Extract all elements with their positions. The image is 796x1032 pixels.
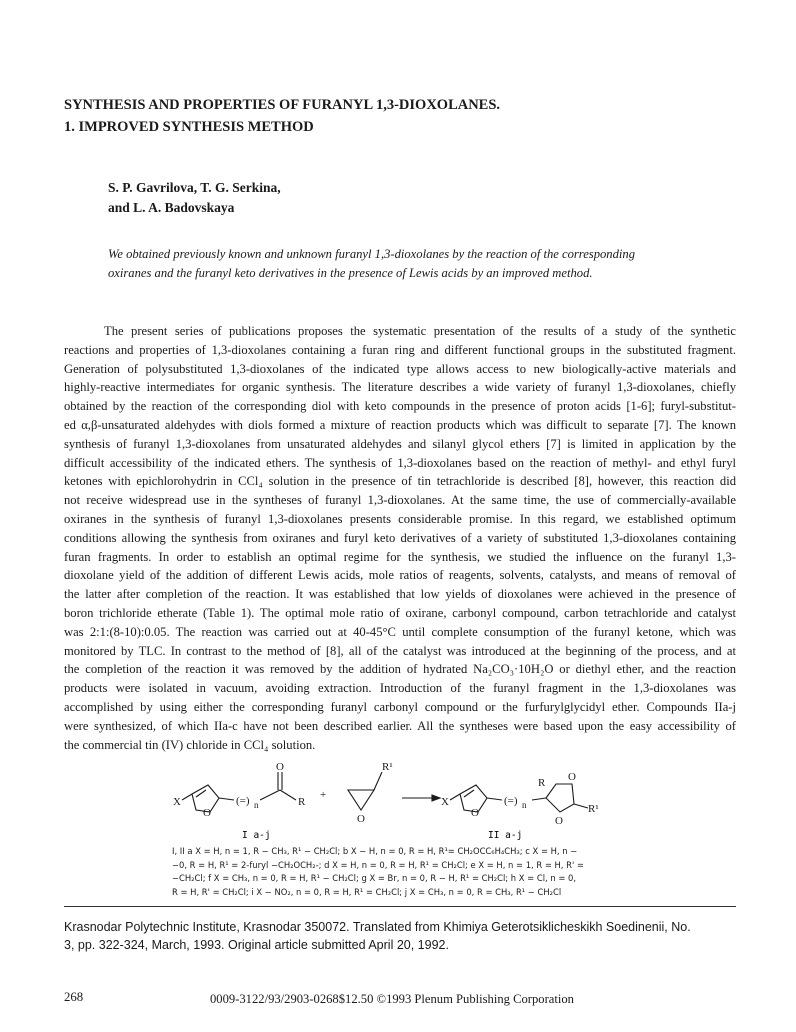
authors xyxy=(108,178,281,218)
body-line: obtained by the reaction of the corresponding diol with keto compounds in the presence of proton acids [1-6]; furyl-substitut- xyxy=(64,399,736,414)
body-line: monitored by TLC. In contrast to the method of [8], all of the catalyst was introduced at the beginning of the process, and at xyxy=(64,643,736,658)
legend-line: −0, R = H, R¹ = 2-furyl −CH₂OCH₂-; d X = H, n = 0, R = H, R¹ = CH₂Cl; e X = H, n = 1, R = H, R' = xyxy=(172,859,584,870)
legend-line: R = H, R' = CH₂Cl; i X − NO₂, n = 0, R = H, R¹ = CH₂Cl; j X = CH₃, n = 0, R = CH₃, R¹ − CH₂Cl xyxy=(172,886,562,897)
product-x: X xyxy=(441,796,449,808)
body-line: accomplished by using either the corresponding furanyl carbonyl compound or the furfurylglycidyl ether. Compounds IIa-j xyxy=(64,699,736,714)
reactant-o: O xyxy=(203,807,211,819)
article-title xyxy=(64,94,744,138)
body-line: The present series of publications proposes the systematic presentation of the results of a study of the synthetic xyxy=(104,324,736,338)
oxirane-r1: R¹ xyxy=(382,761,393,773)
reactant-n: n xyxy=(254,800,259,810)
abstract xyxy=(108,245,708,283)
footnote-line-1: Krasnodar Polytechnic Institute, Krasnodar 350072. Translated from Khimiya Geterotsiklicheskikh Soedinenii, No. xyxy=(64,920,691,934)
reactant-eq: (=) xyxy=(236,795,250,807)
publisher-id-line: 0009-3122/93/2903-0268$12.50 ©1993 Plenum Publishing Corporation xyxy=(210,992,574,1006)
abstract-line-2: oxiranes and the furanyl keto derivatives in the presence of Lewis acids by an improved method. xyxy=(108,266,593,280)
authors-line-2: and L. A. Badovskaya xyxy=(108,200,235,215)
body-line: furan fragments. In order to establish an optimal regime for the synthesis, we studied the influence on the furanyl 1,3- xyxy=(64,549,736,564)
body-line: were synthesized, of which IIa-c have not been described earlier. All the syntheses were based upon the easy accessibility of xyxy=(64,718,736,733)
reactant-x: X xyxy=(173,796,181,808)
body-line: boron trichloride etherate (Table 1). The optimal mole ratio of oxirane, carbonyl compound, carbon tetrachloride and catalyst xyxy=(64,605,736,620)
body-line: the commercial tin (IV) chloride in CCl₄ solution. xyxy=(64,737,316,752)
compound-legend xyxy=(172,845,632,899)
product-n: n xyxy=(522,800,527,810)
legend-line: −CH₂Cl; f X = CH₃, n = 0, R = H, R¹ − CH₂Cl; g X = Br, n = 0, R − H, R¹ = CH₂Cl; h X = Cl, n = 0, xyxy=(172,873,576,883)
legend-line: I, II a X = H, n = 1, R − CH₃, R¹ − CH₂Cl; b X − H, n = 0, R = H, R¹= CH₂OCC₆H₄CH₃; c X = H, n − xyxy=(172,846,578,856)
product-o: O xyxy=(471,807,479,819)
body-text xyxy=(64,322,736,754)
body-line: the latter after completion of the reaction. It was established that low yields of dioxolanes were achieved in the presence of xyxy=(64,587,736,602)
footnote-line-2: 3, pp. 322-324, March, 1993. Original article submitted April 20, 1992. xyxy=(64,938,449,952)
body-line: ed α,β-unsaturated aldehydes with diols formed a mixture of reaction products which was difficult to separate [7]. The known xyxy=(64,417,736,432)
product-r: R xyxy=(538,777,546,789)
oxirane-ring xyxy=(348,790,374,810)
body-line: reactions and properties of 1,3-dioxolanes containing a furan ring and different functional groups in the substituted fragment. xyxy=(64,342,736,357)
abstract-line-1: We obtained previously known and unknown furanyl 1,3-dioxolanes by the reaction of the corresponding xyxy=(108,247,635,261)
reactant-label: I a-j xyxy=(242,830,271,840)
body-line: the completion of the reaction it was removed by the addition of hydrated Na₂CO₃·10H₂O or diethyl ether, and the reaction xyxy=(64,662,736,677)
body-line: synthesis of furanyl 1,3-dioxolanes from unsaturated aldehydes and silanyl glycol ethers [7] is limited in application by the xyxy=(64,436,736,451)
dioxolane-o-top: O xyxy=(568,771,576,783)
plus-sign: + xyxy=(320,789,327,801)
dioxolane-ring xyxy=(546,784,574,812)
page-number: 268 xyxy=(64,990,84,1004)
oxirane-o: O xyxy=(357,813,365,825)
body-line: difficult accessibility of the indicated ethers. The synthesis of 1,3-dioxolanes based on the reaction of methyl- and ethyl furyl xyxy=(64,455,736,470)
body-line: not receive widespread use in the syntheses of furanyl 1,3-dioxolanes. At the same time, the use of commercially-available xyxy=(64,493,736,508)
body-line: products were isolated in vacuum, avoiding extraction. Introduction of the furanyl fragment in the 1,3-dioxolanes was xyxy=(64,681,736,696)
body-line: conditions allowing the synthesis from oxiranes and furyl keto derivatives of a variety of substituted 1,3-dioxolanes containing xyxy=(64,530,736,545)
authors-line-1: S. P. Gavrilova, T. G. Serkina, xyxy=(108,180,281,195)
body-line: Generation of polysubstituted 1,3-dioxolanes of the indicated type allows access to new biologically-active materials and xyxy=(64,361,736,376)
product-r1: R¹ xyxy=(588,803,599,815)
body-line: ketones with epichlorohydrin in CCl₄ solution in the presence of tin tetrachloride is described [8], however, this reaction did xyxy=(64,474,736,489)
footnote-divider xyxy=(64,906,736,907)
product-eq: (=) xyxy=(504,795,518,807)
reactant-carbonyl-o: O xyxy=(276,761,284,773)
product-label: II a-j xyxy=(488,830,523,840)
footnote xyxy=(64,918,736,954)
title-line-2: 1. IMPROVED SYNTHESIS METHOD xyxy=(64,119,314,135)
title-line-1: SYNTHESIS AND PROPERTIES OF FURANYL 1,3-DIOXOLANES. xyxy=(64,97,501,113)
body-line: was 2:1:(8-10):0.05. The reaction was carried out at 40-45°C until complete consumption of the furanyl ketone, which was xyxy=(64,624,736,639)
body-line: dioxolane yield of the addition of different Lewis acids, mole ratios of reagents, solvents, catalysts, and means of removal of xyxy=(64,568,736,583)
reactant-r: R xyxy=(298,796,306,808)
dioxolane-o-bottom: O xyxy=(555,815,563,827)
body-line: oxiranes in the synthesis of furanyl 1,3-dioxolanes presents considerable promise. In this regard, we established optimum xyxy=(64,511,736,526)
reaction-scheme xyxy=(170,760,630,840)
body-line: highly-reactive intermediates for organic synthesis. The literature describes a wide variety of furanyl 1,3-dioxolanes, chiefly xyxy=(64,380,736,395)
